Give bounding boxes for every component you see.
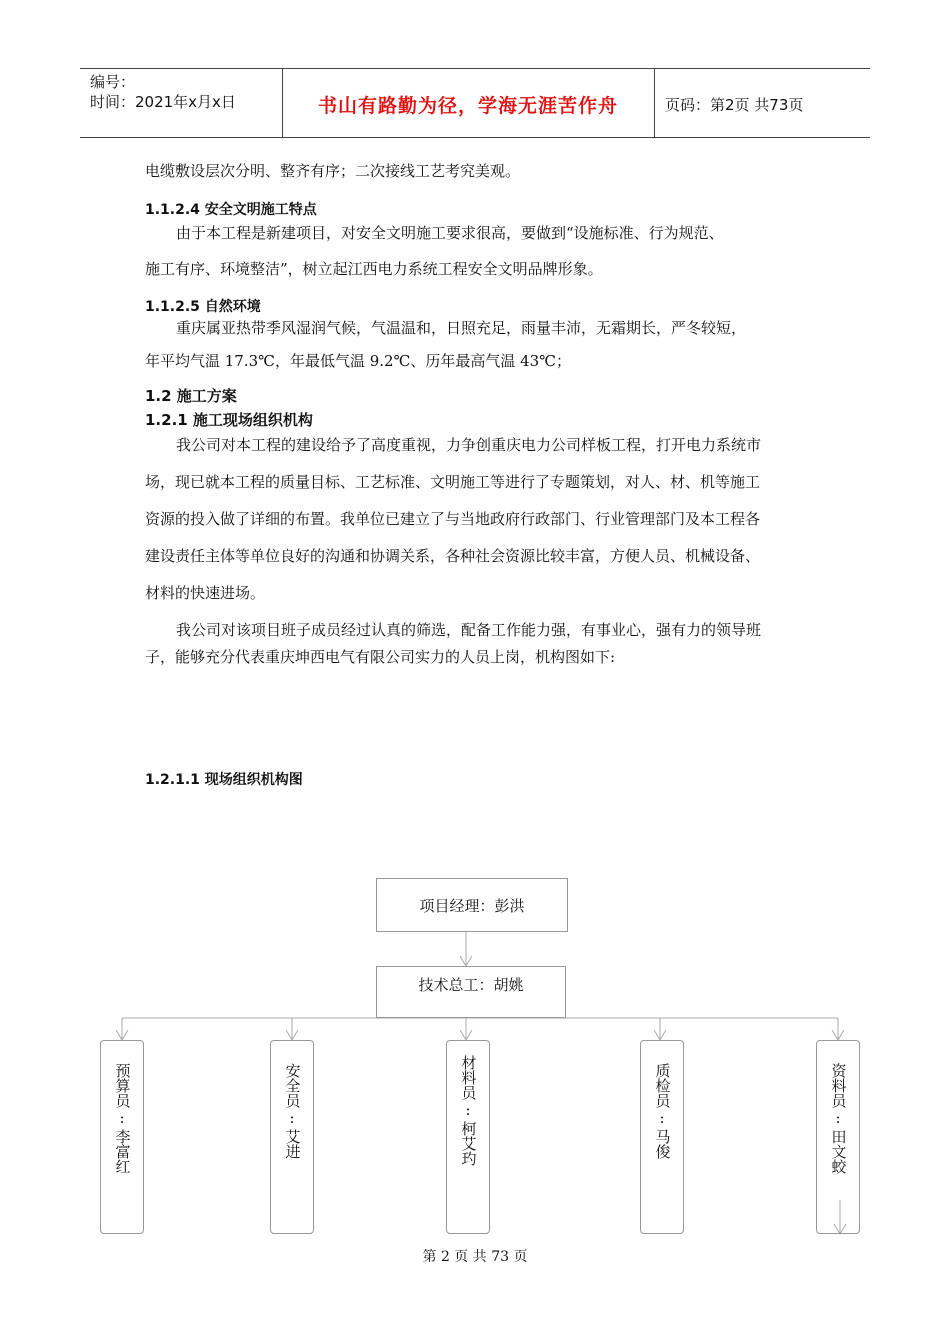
paragraph-2-line-2: 年平均气温 17.3℃，年最低气温 9.2℃、历年最高气温 43℃； — [145, 352, 571, 370]
material-officer-name: 柯艾玓 — [459, 1121, 478, 1166]
paragraph-3-line-4: 建设责任主体等单位良好的沟通和协调关系，各种社会资源比较丰富，方便人员、机械设备、 — [145, 547, 761, 565]
paragraph-1-line-1: 由于本工程是新建项目，对安全文明施工要求很高，要做到“设施标准、行为规范、 — [176, 224, 724, 242]
document-officer-box — [816, 1040, 860, 1234]
separator-colon: : — [835, 1109, 841, 1127]
project-manager-label: 项目经理：彭洪 — [419, 897, 525, 915]
body-line-1: 电缆敷设层次分明、整齐有序；二次接线工艺考究美观。 — [145, 162, 521, 180]
document-number-label: 编号： — [90, 73, 136, 91]
paragraph-1-line-2: 施工有序、环境整洁”，树立起江西电力系统工程安全文明品牌形象。 — [145, 260, 603, 278]
heading-1-2-1: 1.2.1 施工现场组织机构 — [145, 411, 313, 429]
technical-chief-label: 技术总工：胡姚 — [418, 976, 524, 994]
paragraph-3-line-1: 我公司对本工程的建设给予了高度重视，力争创重庆电力公司样板工程，打开电力系统市 — [176, 436, 762, 454]
safety-officer-label — [271, 1063, 313, 1159]
material-officer-label — [447, 1055, 489, 1166]
separator-colon: : — [289, 1109, 295, 1127]
document-officer-label — [817, 1063, 859, 1174]
paragraph-3-line-3: 资源的投入做了详细的布置。我单位已建立了与当地政府行政部门、行业管理部门及本工程各 — [145, 510, 761, 528]
budget-officer-box — [100, 1040, 144, 1234]
paragraph-3-line-5: 材料的快速进场。 — [145, 584, 266, 602]
budget-officer-role: 预算员 — [113, 1063, 132, 1108]
document-date-label: 时间：2021年x月x日 — [90, 93, 236, 111]
material-officer-role: 材料员 — [459, 1055, 478, 1100]
paragraph-3-line-2: 场，现已就本工程的质量目标、工艺标准、文明施工等进行了专题策划，对人、材、机等施工 — [145, 473, 761, 491]
paragraph-4-line-1: 我公司对该项目班子成员经过认真的筛选，配备工作能力强，有事业心，强有力的领导班 — [176, 621, 762, 639]
project-manager-box — [376, 878, 568, 932]
paragraph-2-line-1: 重庆属亚热带季风湿润气候，气温温和，日照充足，雨量丰沛，无霜期长，严冬较短， — [176, 319, 747, 337]
heading-1-1-2-4: 1.1.2.4 安全文明施工特点 — [145, 202, 317, 218]
quality-inspector-label — [641, 1063, 683, 1159]
quality-inspector-name: 马俊 — [653, 1129, 672, 1159]
heading-1-2-1-1: 1.2.1.1 现场组织机构图 — [145, 772, 303, 788]
budget-officer-name: 李富红 — [113, 1129, 132, 1174]
technical-chief-box — [376, 966, 566, 1018]
header-page-number: 页码：第2页 共73页 — [665, 96, 804, 114]
quality-inspector-role: 质检员 — [653, 1063, 672, 1108]
separator-colon: : — [465, 1101, 471, 1119]
document-officer-role: 资料员 — [829, 1063, 848, 1108]
separator-colon: : — [659, 1109, 665, 1127]
heading-1-2: 1.2 施工方案 — [145, 387, 237, 405]
safety-officer-role: 安全员 — [283, 1063, 302, 1108]
material-officer-box — [446, 1040, 490, 1234]
separator-colon: : — [119, 1109, 125, 1127]
header-motto: 书山有路勤为径，学海无涯苦作舟 — [317, 95, 618, 117]
safety-officer-name: 艾进 — [283, 1129, 302, 1159]
budget-officer-label — [101, 1063, 143, 1174]
quality-inspector-box — [640, 1040, 684, 1234]
safety-officer-box — [270, 1040, 314, 1234]
paragraph-4-line-2: 子，能够充分代表重庆坤西电气有限公司实力的人员上岗，机构图如下: — [145, 648, 616, 666]
page-footer: 第 2 页 共 73 页 — [422, 1249, 528, 1265]
document-officer-name: 田文蛟 — [829, 1129, 848, 1174]
heading-1-1-2-5: 1.1.2.5 自然环境 — [145, 299, 261, 315]
